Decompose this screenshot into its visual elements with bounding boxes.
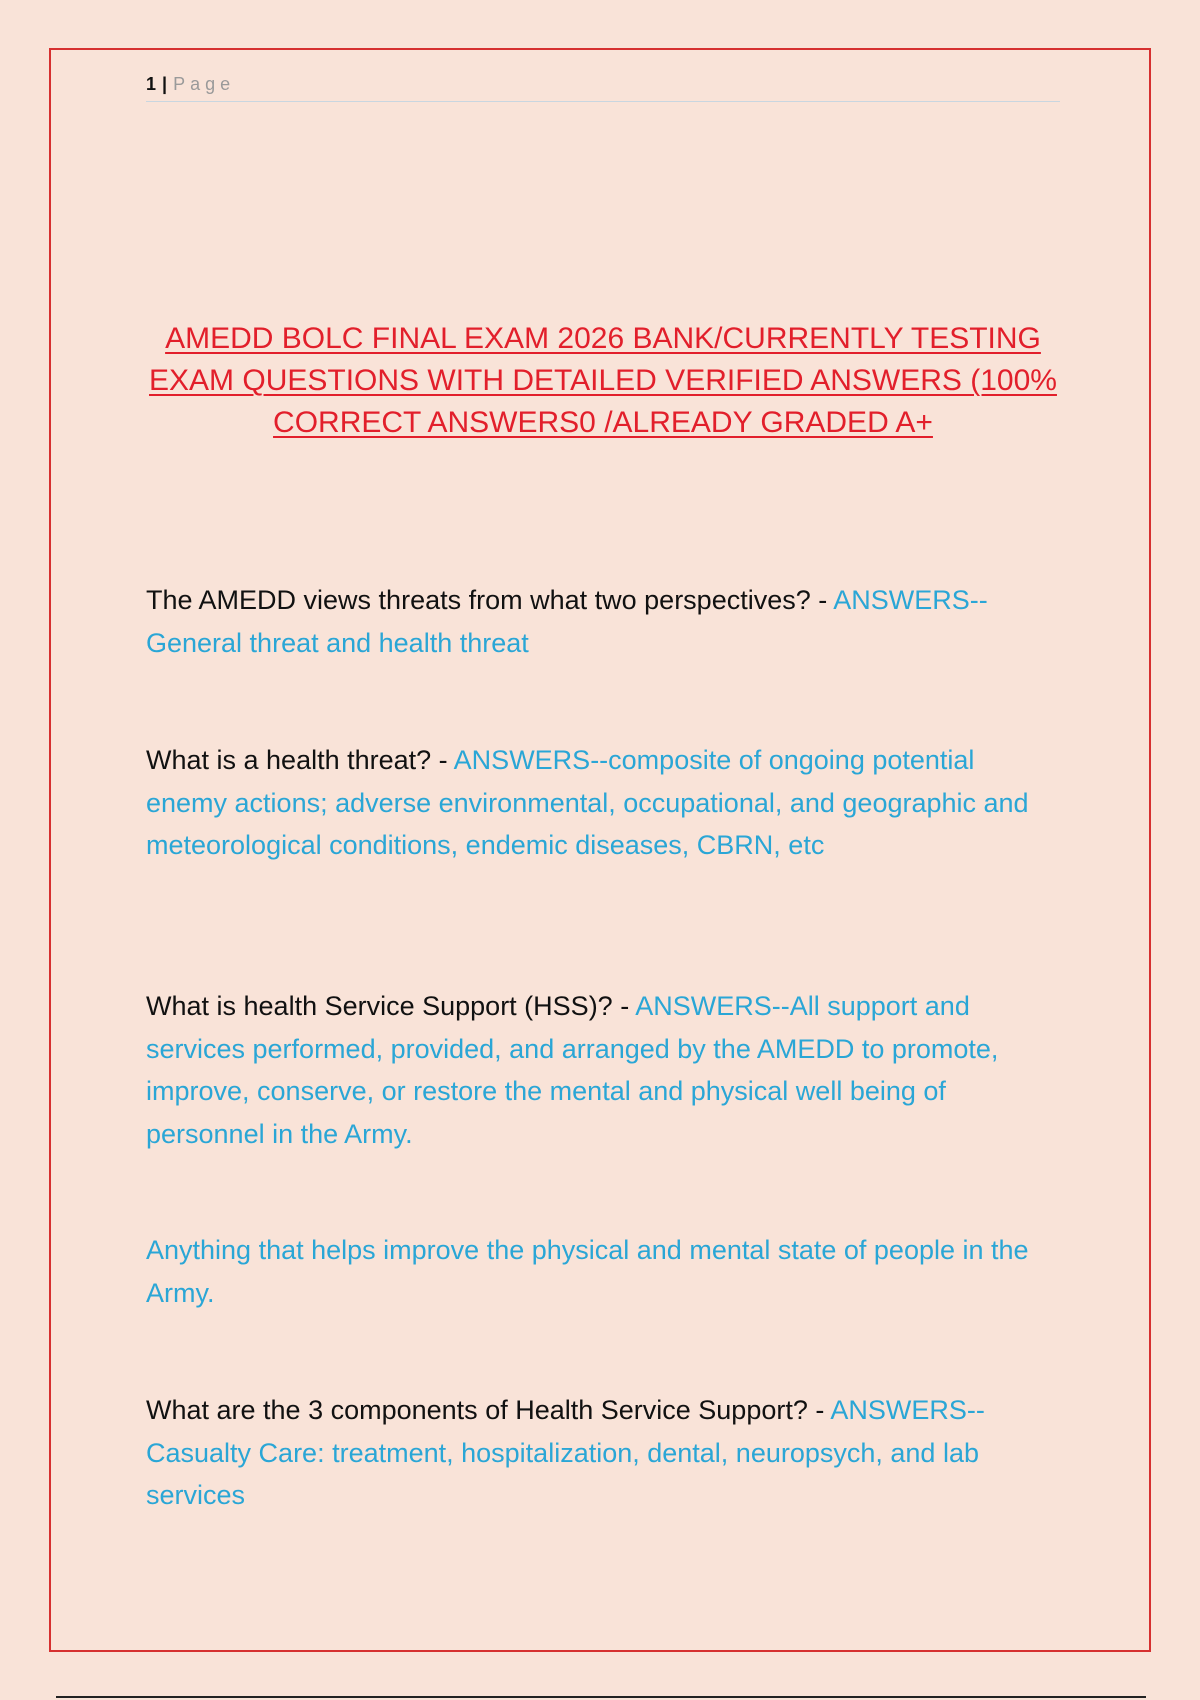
answer-text: ANSWERS--General threat and health threat <box>146 585 988 658</box>
answer-text: ANSWERS--All support and services performed, provided, and arranged by the AMEDD to promote, improve, conserve, or restore the mental and physical well being of personnel in the Army. <box>146 991 999 1149</box>
page-label: Page <box>173 74 236 94</box>
page-separator: | <box>162 74 168 94</box>
question-text: What are the 3 components of Health Service Support? - <box>146 1395 831 1425</box>
qa-item-4 <box>146 1229 1060 1314</box>
question-text: What is a health threat? - <box>146 745 454 775</box>
question-text: What is health Service Support (HSS)? - <box>146 991 636 1021</box>
page-header <box>146 72 1060 102</box>
bottom-rule <box>56 1696 1146 1698</box>
qa-item-1 <box>146 579 1060 664</box>
answer-text: ANSWERS--composite of ongoing potential enemy actions; adverse environmental, occupational, and geographic and meteorological conditions, endemic diseases, CBRN, etc <box>146 745 1029 860</box>
page-number: 1 <box>146 74 157 94</box>
answer-text: ANSWERS--Casualty Care: treatment, hospitalization, dental, neuropsych, and lab services <box>146 1395 985 1510</box>
qa-item-2 <box>146 739 1060 867</box>
question-text: The AMEDD views threats from what two perspectives? - <box>146 585 834 615</box>
qa-item-5 <box>146 1389 1060 1517</box>
qa-item-3 <box>146 985 1060 1155</box>
document-title: AMEDD BOLC FINAL EXAM 2026 BANK/CURRENTLY TESTING EXAM QUESTIONS WITH DETAILED VERIFIED ANSWERS (100% CORRECT ANSWERS0 /ALREADY GRADED A+ <box>149 322 1057 439</box>
answer-text: Anything that helps improve the physical and mental state of people in the Army. <box>146 1235 1029 1308</box>
